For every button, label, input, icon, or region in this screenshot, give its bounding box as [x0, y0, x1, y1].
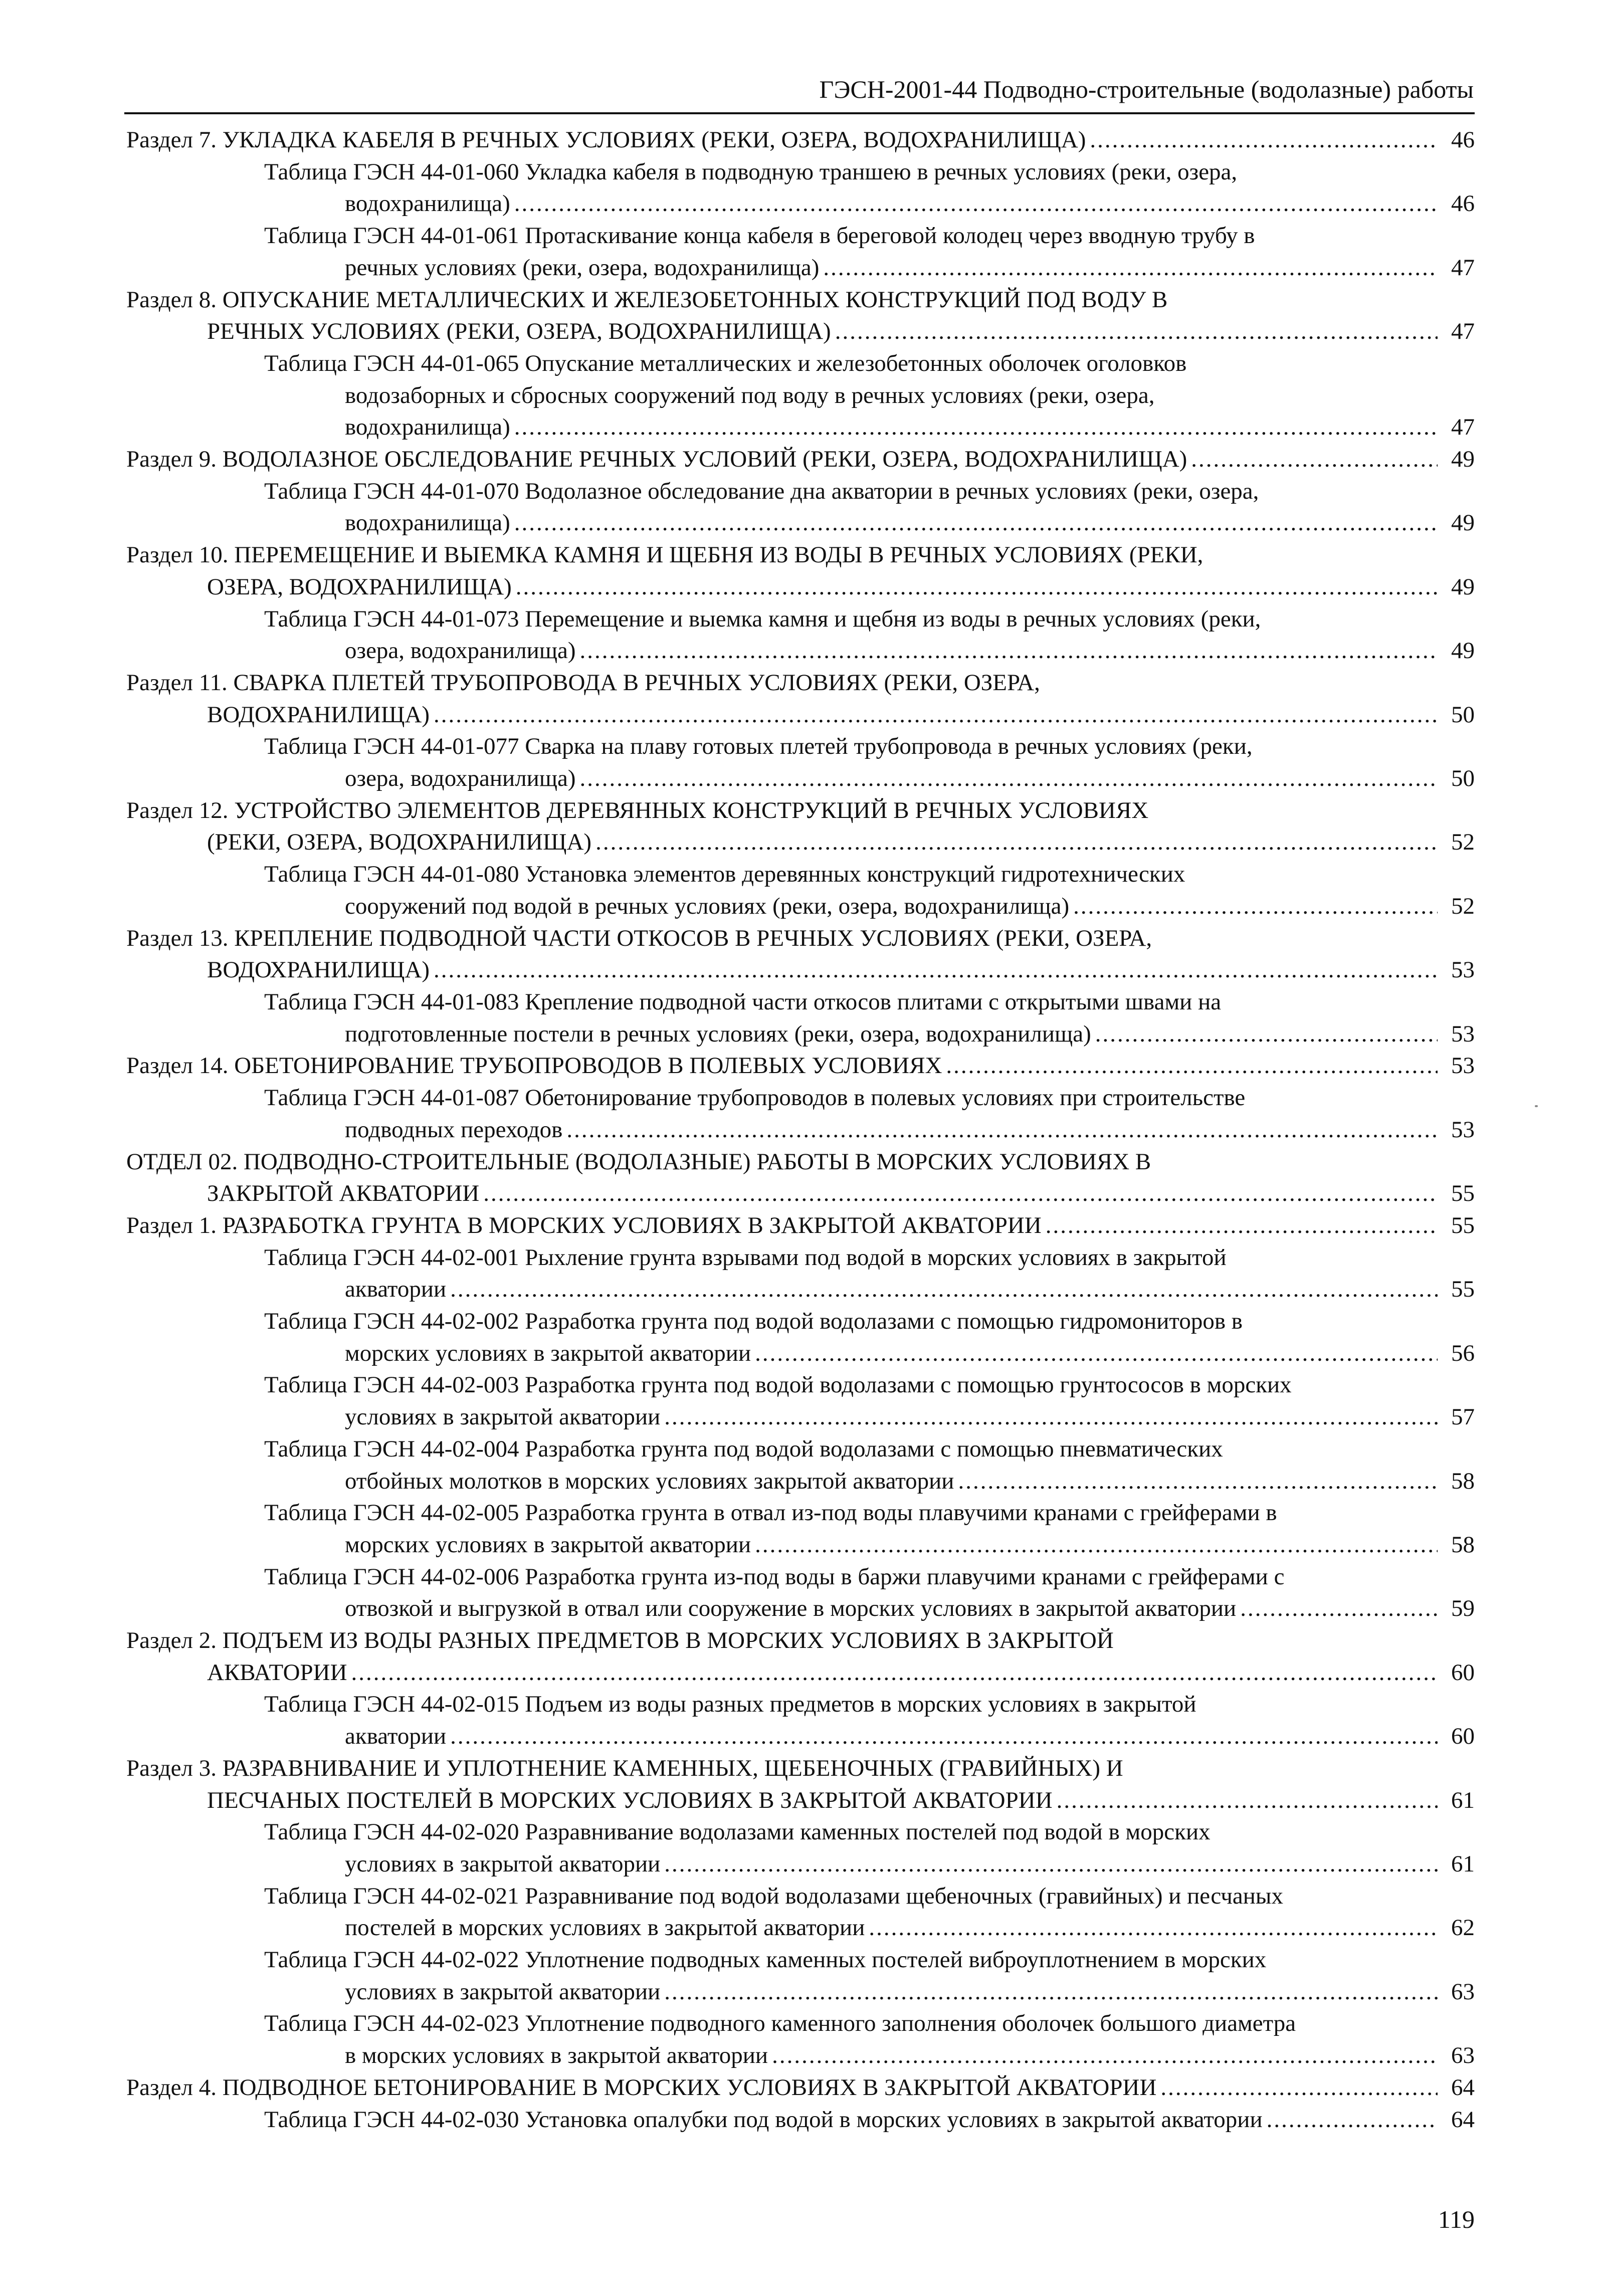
- toc-entry-last-line: [264, 1338, 1475, 1370]
- toc-entry-body: [264, 1306, 1475, 1369]
- toc-entry-body: [264, 156, 1475, 220]
- dot-leader: [483, 1178, 1438, 1210]
- toc-entry-line: Таблица ГЭСН 44-02-003 Разработка грунта под водой водолазами с помощью грунтососов в морских: [264, 1372, 1292, 1398]
- toc-entry-last-line: [264, 1114, 1475, 1146]
- toc-entry-line: Раздел 13. КРЕПЛЕНИЕ ПОДВОДНОЙ ЧАСТИ ОТКОСОВ В РЕЧНЫХ УСЛОВИЯХ (РЕКИ, ОЗЕРА,: [126, 925, 1152, 951]
- toc-entry-last-line: [264, 1018, 1475, 1051]
- toc-entry-body: [264, 1242, 1475, 1306]
- toc-entry-body: [264, 348, 1475, 444]
- toc-entry-line: Таблица ГЭСН 44-02-022 Уплотнение подводных каменных постелей виброуплотнением в морских: [264, 1947, 1267, 1973]
- toc-entry-line: (РЕКИ, ОЗЕРА, ВОДОХРАНИЛИЩА): [207, 829, 592, 856]
- dot-leader: [1240, 1593, 1438, 1625]
- toc-entry-body: [126, 124, 1475, 156]
- toc-entry-line: Раздел 1. РАЗРАБОТКА ГРУНТА В МОРСКИХ УСЛОВИЯХ В ЗАКРЫТОЙ АКВАТОРИИ: [126, 1212, 1042, 1238]
- toc-entry-line: подводных переходов: [345, 1116, 563, 1143]
- toc-entry-line: Таблица ГЭСН 44-02-020 Разравнивание водолазами каменных постелей под водой в морских: [264, 1819, 1211, 1845]
- toc-entry-last-line: [264, 1721, 1475, 1753]
- dot-leader: [835, 316, 1438, 348]
- toc-entry-line: Таблица ГЭСН 44-01-087 Обетонирование трубопроводов в полевых условиях при строительстве: [264, 1085, 1246, 1111]
- toc-entry-last-line: [126, 954, 1475, 986]
- toc-entry-line: сооружений под водой в речных условиях (реки, озера, водохранилища): [345, 893, 1070, 919]
- toc-entry-line: акватории: [345, 1723, 447, 1750]
- toc-page-number: 56: [1451, 1340, 1475, 1366]
- toc-entry-line: Таблица ГЭСН 44-01-080 Установка элементов деревянных конструкций гидротехнических: [264, 861, 1185, 888]
- dot-leader: [869, 1912, 1438, 1944]
- toc-entry-body: [264, 476, 1475, 539]
- toc-entry-last-line: [126, 826, 1475, 859]
- toc-entry-body: [264, 2008, 1475, 2071]
- toc-table-entry: [126, 1561, 1475, 1625]
- toc-page-number: 58: [1451, 1531, 1475, 1558]
- toc-entry-last-line: [126, 444, 1475, 476]
- toc-entry-last-line: [126, 571, 1475, 603]
- dot-leader: [351, 1657, 1438, 1689]
- toc-page-number: 47: [1451, 254, 1475, 281]
- toc-entry-line: ОЗЕРА, ВОДОХРАНИЛИЩА): [207, 573, 512, 600]
- toc-entry-last-line: [264, 2104, 1475, 2136]
- toc-page-number: 52: [1451, 893, 1475, 919]
- toc-table-entry: [126, 1816, 1475, 1880]
- toc-entry-last-line: [264, 507, 1475, 539]
- dot-leader: [514, 507, 1438, 539]
- toc-entry-line: Раздел 12. УСТРОЙСТВО ЭЛЕМЕНТОВ ДЕРЕВЯННЫХ КОНСТРУКЦИЙ В РЕЧНЫХ УСЛОВИЯХ: [126, 797, 1149, 823]
- toc-page-number: 53: [1451, 1116, 1475, 1143]
- dot-leader: [434, 954, 1438, 986]
- toc-table-entry: [126, 986, 1475, 1050]
- scan-speck: [1535, 1105, 1538, 1107]
- dot-leader: [1267, 2104, 1438, 2136]
- toc-section-entry: [126, 923, 1475, 986]
- toc-entry-last-line: [126, 2072, 1475, 2104]
- toc-entry-line: озера, водохранилища): [345, 638, 576, 664]
- dot-leader: [580, 763, 1438, 795]
- toc-page-number: 55: [1451, 1276, 1475, 1303]
- toc-entry-body: [126, 1753, 1475, 1816]
- toc-entry-line: Раздел 10. ПЕРЕМЕЩЕНИЕ И ВЫЕМКА КАМНЯ И ЩЕБНЯ ИЗ ВОДЫ В РЕЧНЫХ УСЛОВИЯХ (РЕКИ,: [126, 542, 1203, 568]
- toc-entry-body: [264, 731, 1475, 794]
- toc-entry-body: [126, 1210, 1475, 1242]
- toc-entry-last-line: [126, 1210, 1475, 1242]
- toc-entry-line: Таблица ГЭСН 44-02-005 Разработка грунта в отвал из-под воды плавучими кранами с грейферами в: [264, 1500, 1277, 1526]
- toc-entry-line: озера, водохранилища): [345, 765, 576, 792]
- toc-table-entry: [126, 1881, 1475, 1944]
- dot-leader: [450, 1721, 1438, 1753]
- toc-page-number: 49: [1451, 510, 1475, 536]
- toc-entry-line: условиях в закрытой акватории: [345, 1978, 661, 2005]
- toc-entry-body: [264, 1433, 1475, 1497]
- toc-entry-line: Раздел 2. ПОДЪЕМ ИЗ ВОДЫ РАЗНЫХ ПРЕДМЕТОВ В МОРСКИХ УСЛОВИЯХ В ЗАКРЫТОЙ: [126, 1627, 1114, 1654]
- toc-page-number: 49: [1451, 638, 1475, 664]
- dot-leader: [514, 411, 1438, 444]
- toc-entry-line: Таблица ГЭСН 44-02-002 Разработка грунта под водой водолазами с помощью гидромониторов в: [264, 1308, 1243, 1335]
- toc-table-entry: [126, 1082, 1475, 1146]
- toc-entry-last-line: [264, 252, 1475, 284]
- toc-entry-last-line: [126, 124, 1475, 156]
- toc-entry-line: водохранилища): [345, 510, 510, 536]
- toc-page-number: 63: [1451, 2042, 1475, 2069]
- toc-entry-line: Таблица ГЭСН 44-02-001 Рыхление грунта взрывами под водой в морских условиях в закрытой: [264, 1244, 1227, 1271]
- toc-page-number: 61: [1451, 1787, 1475, 1813]
- toc-entry-body: [264, 986, 1475, 1050]
- toc-page-number: 60: [1451, 1723, 1475, 1750]
- toc-section-entry: [126, 1210, 1475, 1242]
- toc-entry-body: [264, 1369, 1475, 1433]
- toc-entry-line: Раздел 11. СВАРКА ПЛЕТЕЙ ТРУБОПРОВОДА В РЕЧНЫХ УСЛОВИЯХ (РЕКИ, ОЗЕРА,: [126, 669, 1040, 696]
- dot-leader: [755, 1529, 1438, 1561]
- toc-entry-last-line: [264, 1848, 1475, 1881]
- dot-leader: [514, 188, 1438, 220]
- toc-entry-body: [264, 2104, 1475, 2136]
- toc-page-number: 50: [1451, 701, 1475, 728]
- toc-table-entry: [126, 1242, 1475, 1306]
- toc-entry-line: условиях в закрытой акватории: [345, 1850, 661, 1877]
- dot-leader: [664, 1848, 1438, 1881]
- dot-leader: [755, 1338, 1438, 1370]
- toc-entry-body: [126, 284, 1475, 348]
- toc-entry-line: Таблица ГЭСН 44-01-065 Опускание металлических и железобетонных оболочек оголовков: [264, 350, 1187, 376]
- toc-page-number: 55: [1451, 1180, 1475, 1207]
- toc-entry-body: [264, 1082, 1475, 1146]
- toc-entry-line: постелей в морских условиях в закрытой акватории: [345, 1915, 865, 1941]
- toc-entry-line: Таблица ГЭСН 44-01-073 Перемещение и выемка камня и щебня из воды в речных условиях (реки,: [264, 605, 1261, 632]
- toc-section-entry: [126, 1146, 1475, 1210]
- toc-entry-line: Таблица ГЭСН 44-02-023 Уплотнение подводного каменного заполнения оболочек большого диаметра: [264, 2010, 1296, 2037]
- toc-entry-line: Таблица ГЭСН 44-01-077 Сварка на плаву готовых плетей трубопровода в речных условиях (реки,: [264, 733, 1253, 760]
- toc-entry-line: в морских условиях в закрытой акватории: [345, 2042, 768, 2069]
- dot-leader: [664, 1976, 1438, 2008]
- toc-entry-line: ВОДОХРАНИЛИЩА): [207, 701, 430, 728]
- toc-section-entry: [126, 444, 1475, 476]
- toc-page-number: 46: [1451, 190, 1475, 217]
- dot-leader: [450, 1274, 1438, 1306]
- toc-entry-body: [126, 539, 1475, 603]
- toc-table-entry: [126, 1306, 1475, 1369]
- toc-entry-line: АКВАТОРИИ: [207, 1659, 347, 1686]
- toc-entry-line: акватории: [345, 1276, 447, 1303]
- toc-entry-line: Раздел 8. ОПУСКАНИЕ МЕТАЛЛИЧЕСКИХ И ЖЕЛЕЗОБЕТОННЫХ КОНСТРУКЦИЙ ПОД ВОДУ В: [126, 286, 1168, 313]
- toc-entry-line: Таблица ГЭСН 44-02-006 Разработка грунта из-под воды в баржи плавучими кранами с грейферами с: [264, 1563, 1285, 1590]
- toc-entry-body: [126, 923, 1475, 986]
- toc-entry-line: водохранилища): [345, 414, 510, 441]
- toc-entry-line: Таблица ГЭСН 44-02-021 Разравнивание под водой водолазами щебеночных (гравийных) и песчаных: [264, 1883, 1283, 1909]
- toc-page-number: 50: [1451, 765, 1475, 792]
- toc-entry-line: Таблица ГЭСН 44-02-015 Подъем из воды разных предметов в морских условиях в закрытой: [264, 1691, 1196, 1718]
- toc-entry-body: [126, 667, 1475, 731]
- toc-entry-body: [126, 1625, 1475, 1689]
- toc-entry-body: [126, 444, 1475, 476]
- toc-entry-line: Раздел 7. УКЛАДКА КАБЕЛЯ В РЕЧНЫХ УСЛОВИЯХ (РЕКИ, ОЗЕРА, ВОДОХРАНИЛИЩА): [126, 127, 1086, 153]
- toc-entry-line: ОТДЕЛ 02. ПОДВОДНО-СТРОИТЕЛЬНЫЕ (ВОДОЛАЗНЫЕ) РАБОТЫ В МОРСКИХ УСЛОВИЯХ В: [126, 1148, 1151, 1175]
- toc-section-entry: [126, 795, 1475, 859]
- toc-entry-line: подготовленные постели в речных условиях (реки, озера, водохранилища): [345, 1020, 1091, 1047]
- dot-leader: [595, 826, 1438, 859]
- toc-entry-last-line: [264, 1466, 1475, 1498]
- toc-entry-body: [264, 220, 1475, 284]
- dot-leader: [1191, 444, 1438, 476]
- toc-entry-last-line: [264, 1401, 1475, 1433]
- toc-entry-last-line: [126, 1785, 1475, 1817]
- toc-page-number: 57: [1451, 1404, 1475, 1430]
- toc-page-number: 64: [1451, 2106, 1475, 2133]
- toc-entry-line: Таблица ГЭСН 44-02-004 Разработка грунта под водой водолазами с помощью пневматических: [264, 1435, 1223, 1462]
- toc-entry-last-line: [264, 1274, 1475, 1306]
- toc-page-number: 58: [1451, 1468, 1475, 1494]
- toc-entry-body: [126, 1050, 1475, 1082]
- toc-entry-last-line: [126, 1178, 1475, 1210]
- toc-entry-last-line: [264, 1912, 1475, 1944]
- toc-entry-body: [126, 1146, 1475, 1210]
- toc-table-entry: [126, 156, 1475, 220]
- toc-section-entry: [126, 124, 1475, 156]
- toc-entry-line: Раздел 4. ПОДВОДНОЕ БЕТОНИРОВАНИЕ В МОРСКИХ УСЛОВИЯХ В ЗАКРЫТОЙ АКВАТОРИИ: [126, 2074, 1157, 2101]
- toc-entry-line: отбойных молотков в морских условиях закрытой акватории: [345, 1468, 954, 1494]
- dot-leader: [772, 2040, 1438, 2072]
- dot-leader: [958, 1466, 1438, 1498]
- toc-page-number: 47: [1451, 414, 1475, 441]
- toc-entry-line: речных условиях (реки, озера, водохранилища): [345, 254, 820, 281]
- toc-page-number: 49: [1451, 446, 1475, 473]
- toc-entry-line: морских условиях в закрытой акватории: [345, 1340, 751, 1366]
- toc-entry-last-line: [126, 1050, 1475, 1082]
- toc-entry-body: [264, 859, 1475, 922]
- toc-section-entry: [126, 284, 1475, 348]
- dot-leader: [1073, 891, 1438, 923]
- toc-entry-last-line: [264, 635, 1475, 667]
- dot-leader: [1090, 124, 1438, 156]
- toc-table-entry: [126, 1497, 1475, 1561]
- toc-entry-line: ПЕСЧАНЫХ ПОСТЕЛЕЙ В МОРСКИХ УСЛОВИЯХ В ЗАКРЫТОЙ АКВАТОРИИ: [207, 1787, 1053, 1813]
- dot-leader: [1057, 1785, 1438, 1817]
- toc-table-entry: [126, 1433, 1475, 1497]
- toc-entry-last-line: [264, 188, 1475, 220]
- toc-entry-body: [264, 1816, 1475, 1880]
- toc-entry-last-line: [264, 891, 1475, 923]
- toc-entry-line: ЗАКРЫТОЙ АКВАТОРИИ: [207, 1180, 480, 1207]
- toc-table-entry: [126, 348, 1475, 444]
- dot-leader: [516, 571, 1438, 603]
- toc-page-number: 64: [1451, 2074, 1475, 2101]
- toc-entry-body: [126, 2072, 1475, 2104]
- toc-entry-last-line: [264, 763, 1475, 795]
- dot-leader: [823, 252, 1438, 284]
- toc-table-entry: [126, 603, 1475, 667]
- toc-section-entry: [126, 1050, 1475, 1082]
- dot-leader: [1160, 2072, 1438, 2104]
- toc-table-entry: [126, 1944, 1475, 2008]
- toc-entry-line: Таблица ГЭСН 44-01-061 Протаскивание конца кабеля в береговой колодец через вводную трубу в: [264, 223, 1255, 249]
- toc-entry-line: Таблица ГЭСН 44-01-070 Водолазное обследование дна акватории в речных условиях (реки, озера,: [264, 478, 1259, 504]
- toc-section-entry: [126, 1753, 1475, 1816]
- toc-entry-body: [264, 1497, 1475, 1561]
- toc-entry-line: Таблица ГЭСН 44-02-030 Установка опалубки под водой в морских условиях в закрытой акватории: [264, 2106, 1263, 2133]
- dot-leader: [664, 1401, 1438, 1433]
- toc-page-number: 49: [1451, 573, 1475, 600]
- toc-table-entry: [126, 1369, 1475, 1433]
- toc-entry-last-line: [264, 1976, 1475, 2008]
- toc-entry-line: Раздел 3. РАЗРАВНИВАНИЕ И УПЛОТНЕНИЕ КАМЕННЫХ, ЩЕБЕНОЧНЫХ (ГРАВИЙНЫХ) И: [126, 1755, 1123, 1781]
- toc-entry-line: Таблица ГЭСН 44-01-083 Крепление подводной части откосов плитами с открытыми швами на: [264, 988, 1222, 1015]
- toc-entry-line: водозаборных и сбросных сооружений под воду в речных условиях (реки, озера,: [345, 382, 1155, 408]
- toc-page-number: 63: [1451, 1978, 1475, 2005]
- toc-entry-last-line: [126, 316, 1475, 348]
- toc-table-entry: [126, 2008, 1475, 2071]
- toc-entry-body: [264, 1944, 1475, 2008]
- toc-entry-line: Раздел 9. ВОДОЛАЗНОЕ ОБСЛЕДОВАНИЕ РЕЧНЫХ УСЛОВИЙ (РЕКИ, ОЗЕРА, ВОДОХРАНИЛИЩА): [126, 446, 1187, 473]
- toc-page-number: 61: [1451, 1850, 1475, 1877]
- toc-page-number: 53: [1451, 1053, 1475, 1079]
- dot-leader: [434, 699, 1438, 731]
- toc-page-number: 60: [1451, 1659, 1475, 1686]
- toc-page-number: 53: [1451, 1020, 1475, 1047]
- toc-table-entry: [126, 1689, 1475, 1752]
- toc-entry-last-line: [264, 1593, 1475, 1625]
- dot-leader: [566, 1114, 1438, 1146]
- page-number: 119: [1438, 2205, 1475, 2233]
- dot-leader: [580, 635, 1438, 667]
- toc-page-number: 46: [1451, 127, 1475, 153]
- toc-entry-body: [264, 1561, 1475, 1625]
- toc-entry-body: [264, 1881, 1475, 1944]
- toc-entry-last-line: [126, 1657, 1475, 1689]
- toc-entry-body: [126, 795, 1475, 859]
- toc-entry-body: [264, 603, 1475, 667]
- toc-section-entry: [126, 667, 1475, 731]
- toc-entry-last-line: [264, 1529, 1475, 1561]
- toc-page-number: 59: [1451, 1595, 1475, 1622]
- dot-leader: [1046, 1210, 1438, 1242]
- toc-entry-line: водохранилища): [345, 190, 510, 217]
- toc-entry-line: РЕЧНЫХ УСЛОВИЯХ (РЕКИ, ОЗЕРА, ВОДОХРАНИЛИЩА): [207, 318, 831, 345]
- toc-table-entry: [126, 2104, 1475, 2136]
- toc-entry-line: Таблица ГЭСН 44-01-060 Укладка кабеля в подводную траншею в речных условиях (реки, озера,: [264, 158, 1238, 185]
- toc-entry-line: условиях в закрытой акватории: [345, 1404, 661, 1430]
- toc-entry-line: отвозкой и выгрузкой в отвал или сооружение в морских условиях в закрытой акватории: [345, 1595, 1237, 1622]
- dot-leader: [1095, 1018, 1438, 1051]
- toc-page-number: 53: [1451, 957, 1475, 983]
- toc-entry-line: морских условиях в закрытой акватории: [345, 1531, 751, 1558]
- toc-page-number: 55: [1451, 1212, 1475, 1238]
- toc-entry-body: [264, 1689, 1475, 1752]
- running-header: ГЭСН-2001-44 Подводно-строительные (водолазные) работы: [819, 75, 1474, 103]
- toc-entry-last-line: [126, 699, 1475, 731]
- toc-entry-last-line: [264, 411, 1475, 444]
- table-of-contents: [126, 124, 1475, 2136]
- toc-page-number: 52: [1451, 829, 1475, 856]
- header-rule: [124, 112, 1475, 114]
- toc-section-entry: [126, 1625, 1475, 1689]
- toc-entry-line: ВОДОХРАНИЛИЩА): [207, 957, 430, 983]
- toc-section-entry: [126, 539, 1475, 603]
- toc-table-entry: [126, 476, 1475, 539]
- toc-table-entry: [126, 220, 1475, 284]
- toc-entry-line: Раздел 14. ОБЕТОНИРОВАНИЕ ТРУБОПРОВОДОВ В ПОЛЕВЫХ УСЛОВИЯХ: [126, 1053, 942, 1079]
- dot-leader: [946, 1050, 1438, 1082]
- toc-section-entry: [126, 2072, 1475, 2104]
- toc-page-number: 47: [1451, 318, 1475, 345]
- toc-table-entry: [126, 859, 1475, 922]
- toc-table-entry: [126, 731, 1475, 794]
- toc-page-number: 62: [1451, 1915, 1475, 1941]
- toc-entry-last-line: [264, 2040, 1475, 2072]
